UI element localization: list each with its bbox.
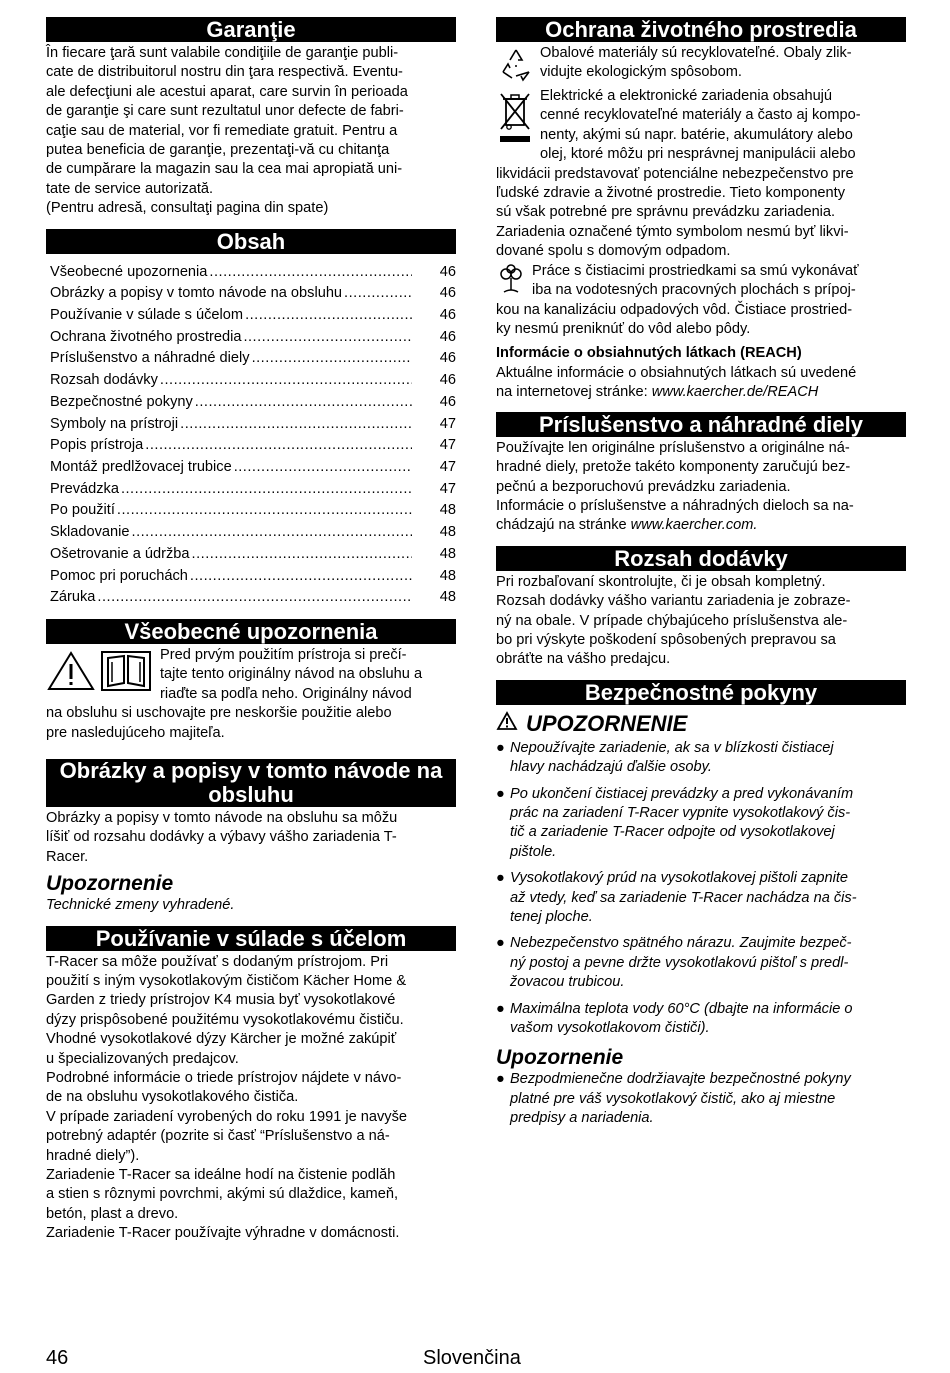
bullet-line: tič a zariadenie T-Racer odpojte od vysokotlakovej [510,824,835,841]
toc-entry-page: 48 [439,502,456,519]
toc-entry-label: Príslušenstvo a náhradné diely [50,350,250,367]
text-line: a stien s rôznymi povrchmi, akými sú dlaždice, kameň, [46,1186,398,1203]
section-vseobecne [46,619,456,743]
toc-entry-page: 48 [439,589,456,606]
text-line: putea beneficia de garanţie, prezentaţi-vă cu chitanţa [46,142,390,159]
text-line: Racer. [46,848,89,865]
text-line: În fiecare ţară sunt valabile condiţiile de garanţie publi- [46,45,399,61]
text-line: caţie sau de material, vor fi remediate gratuit. Pentru a [46,122,398,139]
pouzivanie-text [46,953,456,1244]
text-line: bo pri výskyte poškodení spôsobených prepravou sa [496,631,836,648]
bullet-line: prác na zariadení T-Racer vypnite vysokotlakový čis- [510,804,851,821]
toc-entry-page: 46 [439,328,456,345]
text-line: cenné recyklovateľné materiály a často aj kompo- [540,107,861,124]
bullet-text: Bezpodmienečne dodržiavajte bezpečnostné pokyny [510,1071,851,1088]
prislusenstvo-last-line [496,516,906,535]
text-line: tajte tento originálny návod na obsluhu a [160,666,423,683]
bullet-line: až vtedy, keď sa zariadenie T-Racer nachádza na čis- [510,889,857,906]
toc-entry[interactable] [50,305,456,327]
toc-entry-label: Používanie v súlade s účelom [50,307,244,324]
text-line: obráťte na vášho predajcu. [496,651,671,668]
section-bezpecnost [496,680,906,1129]
toc-entry-page: 46 [439,285,456,302]
toc-entry-page: 47 [439,480,456,497]
warning-title [496,711,906,737]
bullet-dot: ● [496,785,505,802]
bullet-text: Maximálna teplota vody 60°C (dbajte na informácie o [510,1000,853,1017]
toc-entry-label: Popis prístroja [50,437,144,454]
toc-entry[interactable] [50,327,456,349]
toc-entry-page: 46 [439,350,456,367]
toc-leader-dots [243,327,412,349]
weee-text-beside-icon [540,87,906,165]
obsah-heading: Obsah [46,229,456,254]
toc-leader-dots [145,435,412,457]
recycle-icon [498,46,534,87]
toc-entry[interactable] [50,392,456,414]
right-column [496,17,906,1136]
bullet-line [496,739,906,758]
vseobecne-text-beside-icons [160,646,456,704]
section-ochrana [496,17,906,403]
toc-entry-page: 47 [439,437,456,454]
text-line: ale defecţiuni ale acestui aparat, care survin în perioada [46,83,408,100]
cleaning-agents-text-beside-icon [532,262,906,301]
toc-entry-label: Všeobecné upozornenia [50,263,208,280]
recycle-text [540,44,906,87]
left-column [46,17,456,1244]
text-line: Pred prvým použitím prístroja si prečí- [160,646,407,663]
toc-leader-dots [195,392,412,414]
reach-title: Informácie o obsiahnutých látkach (REACH) [496,345,802,362]
text-line: betón, plast a drevo. [46,1205,179,1222]
section-prislusenstvo [496,412,906,536]
text-line: likvidácii predstavovať potenciálne nebezpečenstvo pre [496,165,854,182]
cleaning-agents-text [496,301,906,340]
bullet-item [496,785,906,863]
toc-entry[interactable] [50,544,456,566]
toc-leader-dots [344,283,412,305]
section-obsah [46,229,456,609]
toc-entry[interactable] [50,500,456,522]
text-line: ľudské zdravie a životné prostredie. Tieto komponenty [496,185,846,202]
toc-leader-dots [192,544,412,566]
toc-entry[interactable] [50,566,456,588]
text-line: dýzy prispôsobené použitému vysokotlakovému čističu. [46,1011,404,1028]
bullet-line [496,1000,906,1019]
warning-small-icon [496,711,526,737]
bullet-dot: ● [496,870,505,887]
toc-entry-page: 48 [439,567,456,584]
toc-entry-page: 46 [439,393,456,410]
bullet-line [496,785,906,804]
toc-entry-page: 47 [439,415,456,432]
toc-entry-label: Symboly na prístroji [50,415,179,432]
weee-text [496,165,906,262]
weee-bin-icon [498,89,532,165]
kaercher-link[interactable]: www.kaercher.com. [630,517,758,534]
page-number: 46 [46,1347,69,1369]
vseobecne-text [46,704,456,743]
text-line: ný na obale. V prípade chýbajúceho príslušenstva ale- [496,612,848,629]
toc-entry[interactable] [50,262,456,284]
text-line: hradné diely, pretože takéto komponenty zaručujú bez- [496,459,851,476]
manual-book-icon [100,650,152,704]
text-line: Elektrické a elektronické zariadenia obsahujú [540,88,833,104]
bullet-item [496,934,906,992]
toc-entry-label: Ochrana životného prostredia [50,328,242,345]
toc-entry-label: Montáž predlžovacej trubice [50,458,232,475]
text-line: Rozsah dodávky vášho variantu zariadenia je zobraze- [496,593,851,610]
bullet-item [496,1000,906,1039]
prislusenstvo-heading: Príslušenstvo a náhradné diely [496,412,906,437]
rozsah-heading: Rozsah dodávky [496,546,906,571]
text-line: nenty, akými sú napr. batérie, akumulátory alebo [540,126,853,143]
text-line: Obalové materiály sú recyklovateľné. Obaly zlik- [540,45,852,61]
section-garantie [46,17,456,219]
toc-entry-page: 47 [439,458,456,475]
toc-leader-dots [245,305,412,327]
bullet-line: pištole. [510,843,557,860]
garantie-heading: Garanţie [46,17,456,42]
warning-triangle-icon [46,650,96,704]
text-line: Zariadenia označené týmto symbolom nesmú byť likvi- [496,223,849,240]
prislusenstvo-text [496,439,906,517]
text-line: de na obsluhu vysokotlakového čističa. [46,1089,299,1106]
toc-entry-label: Skladovanie [50,524,130,541]
bullet-item [496,869,906,927]
hand-water-icon [498,264,524,301]
text-line: kou na kanalizáciu odpadových vôd. Čistiace prostried- [496,301,853,318]
text-line: Garden z triedy prístrojov K4 musia byť vysokotlakové [46,992,396,1009]
text-line: riaďte sa podľa neho. Originálny návod [160,685,412,702]
bullet-text: Po ukončení čistiacej prevádzky a pred vykonávaním [510,785,854,802]
bezpecnost-note-title: Upozornenie [496,1046,624,1070]
reach-line2-prefix: na internetovej stránke: [496,384,652,401]
toc-leader-dots [160,370,412,392]
bullet-line: ný postoj a pevne držte vysokotlakovú pištoľ s predl- [510,954,849,971]
text-line: ky nesmú preniknúť do vôd alebo pôdy. [496,321,751,338]
text-line: cate de distribuitorul nostru din ţara respectivă. Eventu- [46,64,403,81]
text-line: T-Racer sa môže používať s dodaným prístrojom. Pri [46,953,389,970]
text-line: použití s iným vysokotlakovým čističom Kächer Home & [46,972,407,989]
text-line: olej, ktoré môžu pri nesprávnej manipulácii alebo [540,146,856,163]
bullet-item [496,739,906,778]
section-obrazky [46,759,456,916]
bullet-dot: ● [496,1000,505,1017]
toc-entry-page: 48 [439,545,456,562]
text-line: Informácie o príslušenstve a náhradných dieloch sa na- [496,497,854,514]
bezpecnost-heading: Bezpečnostné pokyny [496,680,906,705]
text-line: de garanţie şi care sunt rezultatul unor defecte de fabri- [46,103,404,120]
toc-entry-page: 46 [439,372,456,389]
toc-leader-dots [209,262,412,284]
text-line: iba na vodotesných pracovných plochách s prípoj- [532,282,856,299]
bullet-text: Vysokotlakový prúd na vysokotlakovej pištoli zapnite [510,870,849,887]
text-line: Podrobné informácie o triede prístrojov nájdete v návo- [46,1070,402,1086]
toc-entry[interactable] [50,414,456,436]
text-line: Pri rozbaľovaní skontrolujte, či je obsah kompletný. [496,573,826,590]
vseobecne-heading: Všeobecné upozornenia [46,619,456,644]
text-line: sú však potrebné pre správnu prevádzku zariadenia. [496,204,836,221]
text-line: Zariadenie T-Racer používajte výhradne v domácnosti. [46,1225,400,1242]
obrazky-note-title: Upozornenie [46,872,174,896]
bullet-item [496,1070,906,1128]
obrazky-heading-line1: Obrázky a popisy v tomto návode na [59,757,443,783]
reach-line2 [496,383,906,402]
text-line: potrebný adaptér (pozrite si časť “Príslušenstvo a ná- [46,1128,390,1145]
ochrana-heading: Ochrana životného prostredia [496,17,906,42]
toc-leader-dots [97,587,412,609]
text-line: dované spolu s domovým odpadom. [496,243,731,260]
toc-entry-label: Bezpečnostné pokyny [50,393,193,410]
text-line: Práce s čistiacimi prostriedkami sa smú vykonávať [532,262,859,279]
toc-entry-label: Pomoc pri poruchách [50,567,188,584]
text-line: líšiť od rozsahu dodávky a výbavy vášho zariadenia T- [46,829,397,846]
toc-entry-label: Ošetrovanie a údržba [50,545,190,562]
toc-leader-dots [121,479,412,501]
toc-entry-page: 48 [439,524,456,541]
bullet-line [496,934,906,953]
toc-entry-page: 46 [439,263,456,280]
bullet-dot: ● [496,935,505,952]
text-line: u špecializovaných predajcov. [46,1050,239,1067]
toc-entry[interactable] [50,370,456,392]
toc-entry-label: Po použití [50,502,115,519]
reach-line1: Aktuálne informácie o obsiahnutých látkach sú uvedené [496,364,857,381]
toc-entry[interactable] [50,435,456,457]
reach-link[interactable]: www.kaercher.de/REACH [651,384,819,401]
text-line: vidujte ekologickým spôsobom. [540,64,742,81]
bullet-line: platné pre váš vysokotlakový čistič, ako aj miestne [510,1090,836,1107]
toc-leader-dots [190,566,412,588]
pouzivanie-heading: Používanie v súlade s účelom [46,926,456,951]
text-line: hradné diely”). [46,1147,140,1164]
toc-leader-dots [252,348,412,370]
toc-entry[interactable] [50,587,456,609]
safety-note-bullets [496,1070,906,1128]
toc-entry-label: Záruka [50,589,96,606]
text-line: (Pentru adresă, consultaţi pagina din spate) [46,200,329,217]
toc-entry-label: Prevádzka [50,480,119,497]
bullet-dot: ● [496,1071,505,1088]
bullet-line: predpisy a nariadenia. [510,1110,654,1127]
toc-entry-label: Rozsah dodávky [50,372,158,389]
toc-leader-dots [132,522,412,544]
rozsah-text [496,573,906,670]
toc-leader-dots [117,500,412,522]
text-line: de cumpărare la magazin sau la cea mai apropiată uni- [46,161,403,178]
toc-entry[interactable] [50,522,456,544]
bullet-line: hlavy nachádzajú ďalšie osoby. [510,759,712,776]
text-line: na obsluhu si uschovajte pre neskoršie použitie alebo [46,705,392,722]
toc-entry-label: Obrázky a popisy v tomto návode na obsluhu [50,285,343,302]
text-line: Používajte len originálne príslušenstvo a originálne ná- [496,439,850,456]
obrazky-note-text: Technické zmeny vyhradené. [46,897,235,914]
bullet-line: tenej ploche. [510,909,593,925]
text-line: Vhodné vysokotlakové dýzy Kärcher je možné zakúpiť [46,1031,397,1048]
safety-bullets [496,739,906,1039]
toc-entry[interactable] [50,348,456,370]
bullet-line [496,1070,906,1089]
bullet-line: vašom vysokotlakovom čističi). [510,1020,710,1037]
prislusenstvo-last-prefix: chádzajú na stránke [496,517,631,534]
obrazky-heading-line2: obsluhu [208,781,294,807]
toc-entry-page: 46 [439,307,456,324]
text-line: pečnú a bezporuchovú prevádzku zariadenia. [496,478,791,495]
text-line: pre nasledujúceho majiteľa. [46,724,225,741]
table-of-contents [46,262,456,609]
garantie-text [46,44,456,219]
bullet-text: Nepoužívajte zariadenie, ak sa v blízkosti čistiacej [510,739,834,756]
bullet-dot: ● [496,739,505,756]
toc-entry[interactable] [50,283,456,305]
bullet-text: Nebezpečenstvo spätného nárazu. Zaujmite bezpeč- [510,935,852,952]
toc-leader-dots [234,457,412,479]
toc-leader-dots [180,414,412,436]
text-line: Obrázky a popisy v tomto návode na obsluhu sa môžu [46,809,398,826]
toc-entry[interactable] [50,479,456,501]
text-line: Zariadenie T-Racer sa ideálne hodí na čistenie podlăh [46,1167,396,1184]
warning-title-text: UPOZORNENIE [526,710,688,736]
toc-entry[interactable] [50,457,456,479]
section-pouzivanie [46,926,456,1244]
obrazky-text [46,809,456,867]
text-line: V prípade zariadení vyrobených do roku 1991 je navyše [46,1108,408,1125]
footer-language: Slovenčina [423,1347,521,1369]
bullet-line: žovacou trubicou. [510,974,625,991]
bullet-line [496,869,906,888]
section-rozsah [496,546,906,670]
text-line: tate de service autorizată. [46,180,214,197]
obrazky-heading [46,759,456,807]
